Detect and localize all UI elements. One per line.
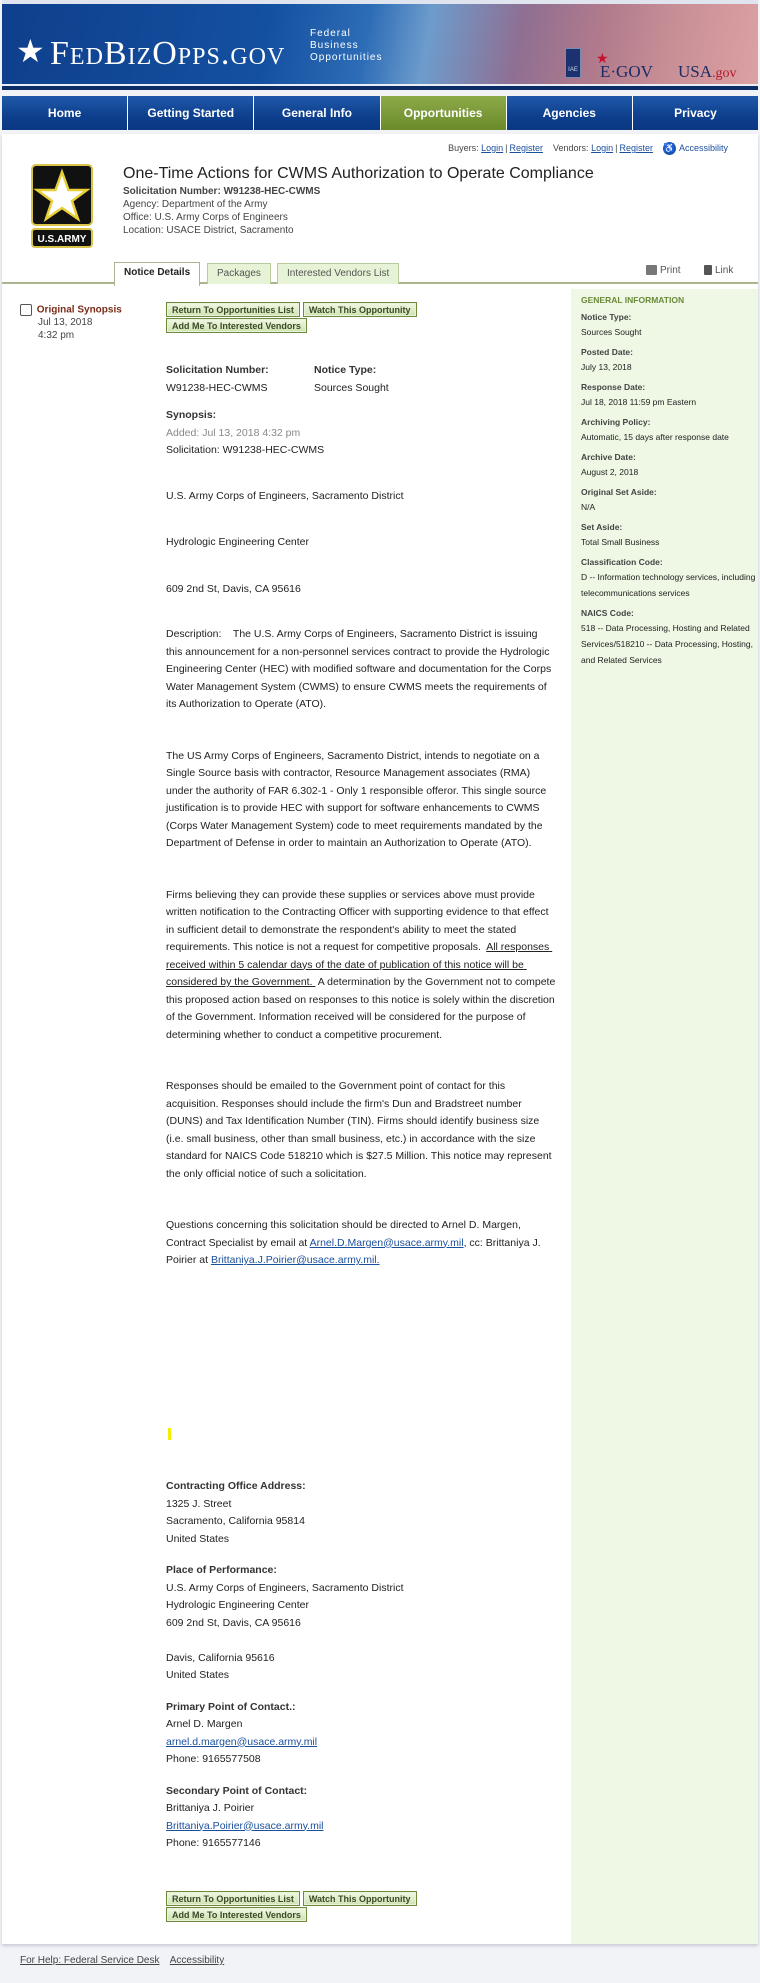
subtitle-line: Business: [310, 40, 359, 51]
questions-paragraph: [166, 1217, 556, 1270]
buyers-label: Buyers:: [448, 142, 479, 153]
gen-label: Posted Date:: [581, 347, 633, 357]
response-text: Firms believing they can provide these supplies or services above must provide written notification to the Contracting Officer with supporting evidence to that effect in sufficient detail to demonstrate the respondent's ability to meet the stated requirements. This notice is not a request for competitive proposals.: [166, 888, 552, 953]
site-subtitle: [310, 28, 382, 64]
synopsis-icon: [20, 304, 32, 316]
office-address-line: Sacramento, California 95814: [166, 1515, 305, 1527]
gen-value: N/A: [581, 502, 596, 512]
banner-bottom-strip: [2, 84, 758, 90]
secondary-contact-label: Secondary Point of Contact:: [166, 1784, 308, 1797]
accessibility-icon[interactable]: ♿: [663, 143, 676, 153]
questions-text: Questions concerning this solicitation should be directed to Arnel D. Margen, Contract Specialist by email at: [166, 1219, 521, 1249]
justification-paragraph: The US Army Corps of Engineers, Sacramento District, intends to negotiate on a Single Source basis with contractor, Resource Management associates (RMA) under the authority of FAR 6.302-1 - Only 1 responsible offeror. This single source justification is to provide HEC with support for software enhancements to CWMS (Corps Water Management System) code to meet requirements mandated by the Department of Defense in order to maintain an Authorization to Operate (ATO).: [166, 749, 547, 849]
performance-line: U.S. Army Corps of Engineers, Sacramento District: [166, 1581, 404, 1594]
gen-value: Automatic, 15 days after response date: [581, 432, 729, 442]
gen-label: Archive Date:: [581, 452, 636, 462]
text-cursor-highlight: [168, 1428, 171, 1440]
buyers-register-link[interactable]: Register: [509, 142, 544, 153]
tab-notice-details[interactable]: Notice Details: [114, 262, 200, 286]
response-text: A determination by the Government not to compete this proposed action based on responses to this notice is solely within the discretion of the Government. Information received will be considered for the purpose of determining whether to conduct a competitive procurement.: [166, 976, 559, 1041]
agency-line: Agency: Department of the Army: [123, 199, 268, 210]
history-time: 4:32 pm: [38, 330, 75, 341]
iae-logo[interactable]: IAE: [565, 48, 581, 78]
gen-label: Response Date:: [581, 382, 646, 392]
general-info-title: GENERAL INFORMATION: [581, 295, 685, 305]
tab-interested-vendors[interactable]: Interested Vendors List: [277, 263, 399, 284]
performance-blank: [166, 1632, 556, 1650]
nav-general-info[interactable]: General Info: [254, 96, 380, 130]
notice-details: [166, 362, 559, 1270]
gen-value: Sources Sought: [581, 327, 642, 337]
gen-value: Total Small Business: [581, 537, 660, 547]
performance-line: Davis, California 95616: [166, 1651, 275, 1664]
nav-getting-started[interactable]: Getting Started: [128, 96, 254, 130]
svg-text:U.S.ARMY: U.S.ARMY: [37, 234, 87, 245]
gen-value: D -- Information technology services, including telecommunications services: [581, 572, 756, 598]
action-buttons-top: [166, 302, 456, 334]
return-to-list-button[interactable]: Return To Opportunities List: [166, 302, 300, 317]
subtitle-line: Opportunities: [310, 52, 383, 63]
poirier-email-link[interactable]: Brittaniya.J.Poirier@usace.army.mil.: [210, 1254, 380, 1266]
nav-agencies[interactable]: Agencies: [507, 96, 633, 130]
gen-value: Jul 18, 2018 11:59 pm Eastern: [581, 397, 697, 407]
link-button[interactable]: [704, 265, 733, 276]
footer-accessibility-link[interactable]: Accessibility: [169, 1955, 225, 1966]
link-label: Link: [715, 265, 734, 276]
contact-details: [166, 1478, 556, 1853]
site-banner: [2, 0, 758, 90]
office-address-label: Contracting Office Address:: [166, 1480, 306, 1492]
nav-privacy[interactable]: Privacy: [633, 96, 758, 130]
federal-service-desk-link[interactable]: For Help: Federal Service Desk: [20, 1955, 160, 1966]
synopsis-added: Added: Jul 13, 2018 4:32 pm: [166, 426, 301, 439]
gen-label: Notice Type:: [581, 312, 632, 322]
gen-label: NAICS Code:: [581, 608, 634, 618]
office-address-line: United States: [166, 1532, 230, 1545]
underlined-text: All responses received within 5 calendar days of the date of publication of this notice will be considered by the Government.: [166, 941, 553, 988]
description-paragraph: Description: The U.S. Army Corps of Engineers, Sacramento District is issuing this announcement for a non-personnel services contract to provide the Hydrologic Engineering Center (HEC) with modified software and documentation for the Corps Water Management System (CWMS) to ensure CWMS meets the requirements of its Authorization to Operate (ATO).: [166, 628, 555, 710]
gen-label: Classification Code:: [581, 557, 663, 567]
accessibility-link[interactable]: Accessibility: [678, 142, 728, 153]
secondary-contact-email[interactable]: Brittaniya.Poirier@usace.army.mil: [166, 1819, 324, 1832]
nav-opportunities[interactable]: Opportunities: [381, 96, 507, 130]
page-title: One-Time Actions for CWMS Authorization to Operate Compliance: [123, 165, 594, 182]
nav-home[interactable]: Home: [2, 96, 128, 130]
egov-logo[interactable]: E·GOV: [600, 62, 653, 81]
vendors-login-link[interactable]: Login: [591, 142, 614, 153]
star-icon: ★: [16, 32, 45, 70]
account-links: Buyers: Login | Register Vendors: Login | Register ♿ Accessibility: [448, 142, 728, 153]
general-info-panel: [571, 289, 758, 1944]
printer-icon: [646, 265, 657, 275]
gen-label: Original Set Aside:: [581, 487, 657, 497]
content-page: [2, 134, 758, 1944]
notice-meta: [123, 185, 320, 237]
notice-type-label: Notice Type:: [314, 364, 377, 376]
link-icon: [704, 265, 712, 275]
primary-contact-label: Primary Point of Contact.:: [166, 1700, 296, 1713]
synopsis-line: 609 2nd St, Davis, CA 95616: [166, 582, 301, 595]
primary-contact-name: Arnel D. Margen: [166, 1718, 243, 1730]
performance-line: United States: [166, 1669, 230, 1681]
buyers-login-link[interactable]: Login: [481, 142, 504, 153]
synopsis-label: Synopsis:: [166, 409, 217, 421]
location-line: Location: USACE District, Sacramento: [123, 225, 294, 236]
primary-contact-phone: Phone: 9165577508: [166, 1753, 261, 1765]
vendors-label: Vendors:: [553, 142, 589, 153]
office-line: Office: U.S. Army Corps of Engineers: [123, 212, 288, 223]
history-date: Jul 13, 2018: [38, 317, 93, 328]
submission-paragraph: Responses should be emailed to the Government point of contact for this acquisition. Responses should include the firm's Dun and Bradstreet number (DUNS) and Tax Identification Number (TIN). Firms should identify business size (i.e. small business, other than small business, etc.) in accordance with the size standard for NAICS Code 518210 which is $27.5 Million. This notice may represent the only official notice of such a solicitation.: [166, 1080, 552, 1180]
secondary-contact-name: Brittaniya J. Poirier: [166, 1802, 255, 1814]
notice-type-value: Sources Sought: [314, 381, 389, 394]
egov-star-icon: ★: [596, 50, 609, 66]
response-paragraph: [166, 887, 559, 1045]
office-address-line: 1325 J. Street: [166, 1497, 232, 1510]
footer: [20, 1955, 232, 1966]
vendors-register-link[interactable]: Register: [619, 142, 653, 153]
add-interested-vendor-button[interactable]: Add Me To Interested Vendors: [166, 318, 307, 333]
solicitation-number-label: Solicitation Number:: [166, 364, 269, 376]
banner-top-strip: [2, 0, 758, 4]
notice-history: [20, 304, 122, 342]
questions-text: , cc: Brittaniya J. Poirier at: [166, 1236, 541, 1266]
secondary-contact-phone: Phone: 9165577146: [166, 1837, 261, 1849]
add-interested-vendor-button[interactable]: Add Me To Interested Vendors: [166, 1907, 307, 1922]
synopsis-line: Hydrologic Engineering Center: [166, 536, 309, 548]
solicitation-value: W91238-HEC-CWMS: [223, 186, 321, 197]
solicitation-number-value: W91238-HEC-CWMS: [166, 381, 268, 394]
print-label: Print: [660, 265, 681, 276]
site-logo[interactable]: FedBizOpps.gov: [50, 35, 286, 72]
us-army-logo: [31, 164, 93, 248]
margen-email-link[interactable]: Arnel.D.Margen@usace.army.mil: [309, 1236, 464, 1249]
gen-label: Archiving Policy:: [581, 417, 651, 427]
solicitation-label: Solicitation Number:: [123, 186, 221, 197]
usagov-logo[interactable]: USA.gov: [678, 62, 737, 81]
notice-tabs: [2, 259, 758, 284]
performance-line: Hydrologic Engineering Center: [166, 1599, 309, 1611]
original-synopsis-link[interactable]: Original Synopsis: [36, 304, 122, 316]
main-nav: [2, 96, 758, 130]
action-buttons-bottom: [166, 1891, 456, 1923]
subtitle-line: Federal: [310, 28, 351, 39]
performance-label: Place of Performance:: [166, 1564, 277, 1576]
print-button[interactable]: [646, 265, 681, 276]
synopsis-line: U.S. Army Corps of Engineers, Sacramento District: [166, 489, 404, 502]
primary-contact-email[interactable]: arnel.d.margen@usace.army.mil: [166, 1735, 318, 1748]
gen-label: Set Aside:: [581, 522, 623, 532]
watch-opportunity-button[interactable]: Watch This Opportunity: [303, 1891, 417, 1906]
performance-line: 609 2nd St, Davis, CA 95616: [166, 1616, 301, 1629]
gen-value: 518 -- Data Processing, Hosting and Related Services/518210 -- Data Processing, Hosting, and Related Services: [581, 623, 753, 665]
gen-value: July 13, 2018: [581, 362, 632, 372]
watch-opportunity-button[interactable]: Watch This Opportunity: [303, 302, 417, 317]
gen-value: August 2, 2018: [581, 467, 639, 477]
synopsis-solicitation: Solicitation: W91238-HEC-CWMS: [166, 444, 325, 456]
tab-packages[interactable]: Packages: [207, 263, 271, 284]
return-to-list-button[interactable]: Return To Opportunities List: [166, 1891, 300, 1906]
